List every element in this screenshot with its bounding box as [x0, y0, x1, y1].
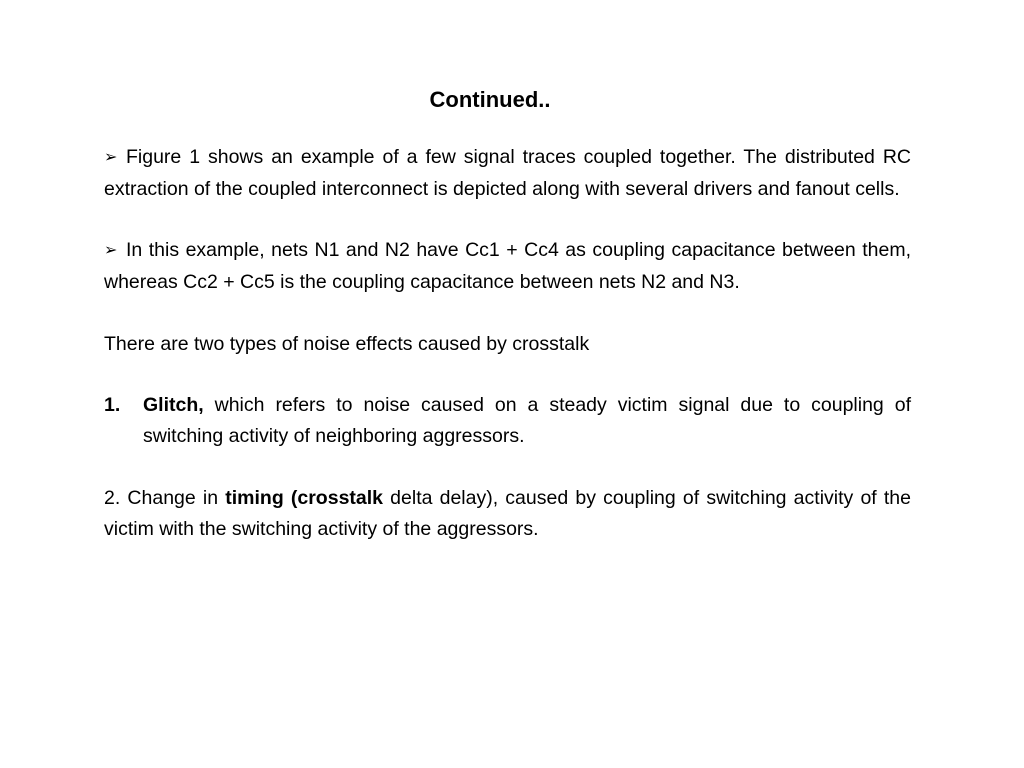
item-prefix: 2. Change in [104, 486, 226, 509]
item-description: delta delay), caused by coupling of switching activity of the victim with the switching activity of the aggressors. [104, 486, 911, 540]
arrow-bullet-icon: ➢ [104, 149, 118, 166]
bullet-paragraph-2 [104, 235, 911, 298]
item-description: which refers to noise caused on a steady victim signal due to coupling of switching activity of neighboring aggressors. [143, 394, 911, 448]
intro-paragraph: There are two types of noise effects caused by crosstalk [104, 332, 590, 355]
bullet-text: Figure 1 shows an example of a few signal traces coupled together. The distributed RC extraction of the coupled interconnect is depicted along with several drivers and fanout cells. [104, 146, 911, 200]
slide-title: Continued.. [429, 87, 551, 112]
item-bold-term: timing (crosstalk [225, 486, 384, 509]
numbered-item-2 [104, 483, 911, 545]
numbered-item-1 [104, 390, 911, 452]
arrow-bullet-icon: ➢ [104, 242, 118, 260]
bullet-text: In this example, nets N1 and N2 have Cc1 + Cc4 as coupling capacitance between them, whereas Cc2 + Cc5 is the coupling capacitance between nets N2 and N3. [104, 239, 911, 294]
slide-body [104, 142, 911, 575]
item-number: 1. [104, 394, 121, 417]
item-bold-term: Glitch, [143, 394, 204, 417]
item-text [143, 390, 911, 452]
bullet-paragraph-1 [104, 142, 911, 205]
